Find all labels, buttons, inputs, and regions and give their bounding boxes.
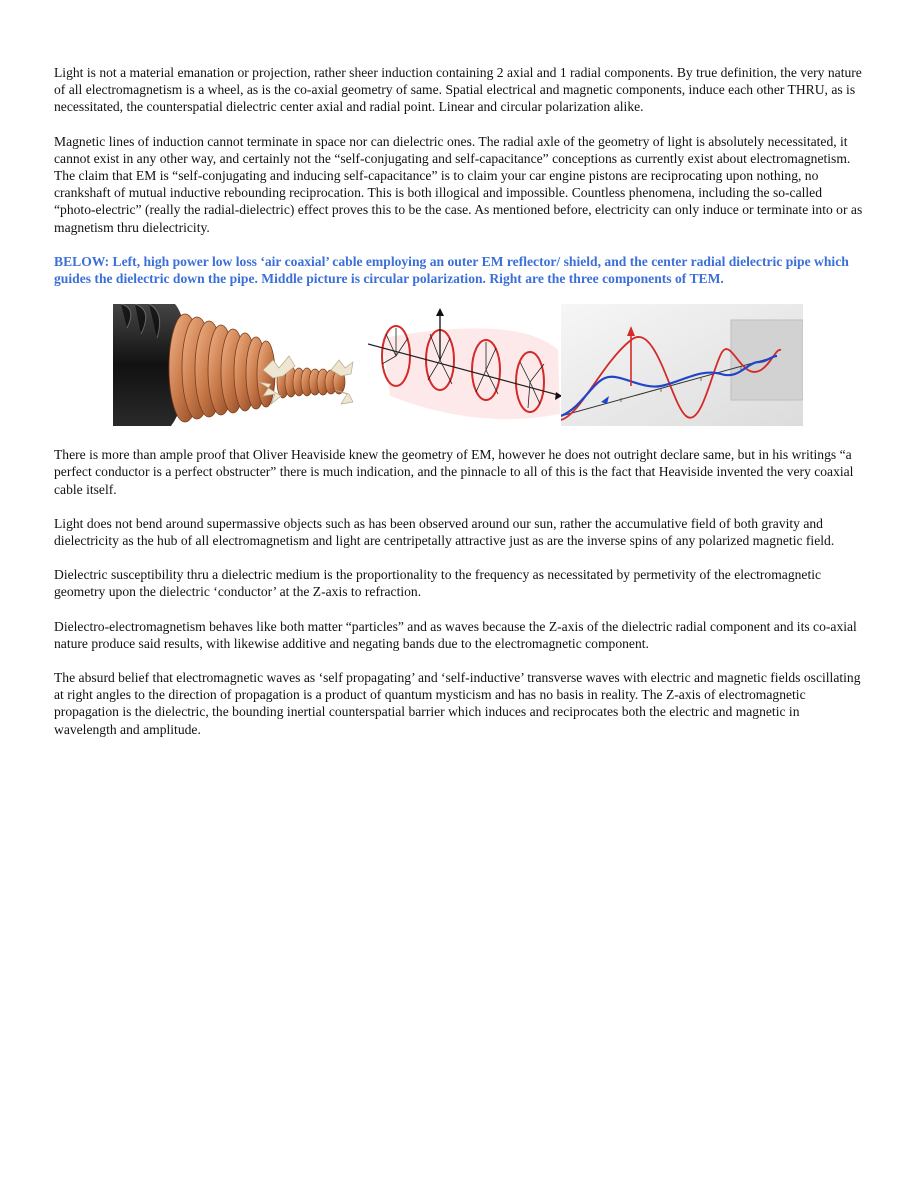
paragraph-1: Light is not a material emanation or projection, rather sheer induction containing 2 axial and 1 radial components. By true definition, the very nature of all electromagnetism is a wheel, as is the co-axial geometry of same. Spatial electrical and magnetic components, induce each other THRU, as is necessitated, the counterspatial dielectric center axial and radial point. Linear and circular polarization alike. xyxy=(54,65,862,115)
figure-strip xyxy=(54,304,864,428)
coaxial-cable-photo xyxy=(113,304,369,426)
document-page xyxy=(54,64,864,755)
paragraph-6: Dielectro-electromagnetism behaves like both matter “particles” and as waves because the Z-axis of the dielectric radial component and its co-axial nature produce said results, with likewise additive and negating bands due to the electromagnetic component. xyxy=(54,618,857,651)
paragraph-4: Light does not bend around supermassive objects such as has been observed around our sun, rather the accumulative field of both gravity and dielectricity as the hub of all electromagnetism and light are centripetally attractive just as are the inverse spins of any polarized magnetic field. xyxy=(54,515,835,549)
paragraph-5: Dielectric susceptibility thru a dielectric medium is the proportionality to the frequency as necessitated by permetivity of the electromagnetic geometry upon the dielectric ‘conductor’ at the Z-axis to refraction. xyxy=(54,567,822,600)
circular-polarization-diagram xyxy=(368,304,562,426)
figure-caption: BELOW: Left, high power low loss ‘air coaxial’ cable employing an outer EM reflector/ shield, and the center radial dielectric pipe which guides the dielectric down the pipe. Middle picture is circular polarization. Right are the three components of TEM. xyxy=(54,253,849,287)
paragraph-3: There is more than ample proof that Oliver Heaviside knew the geometry of EM, however he does not outright declare same, but in his writings “a perfect conductor is a perfect obstructer” there is much indication, and the pinnacle to all of this is the fact that Heaviside invented the very coaxial cable itself. xyxy=(54,447,854,497)
paragraph-2: Magnetic lines of induction cannot terminate in space nor can dielectric ones. The radial axle of the geometry of light is absolutely necessitated, it cannot exist in any other way, and certainly not the “self-conjugating and self-capacitance” conceptions as currently exist about electromagnetism. The claim that EM is “self-conjugating and inducing self-capacitance” is to claim your car engine pistons are reciprocating upon nothing, no crankshaft of mutual inductive rebounding reciprocation. This is both illogical and impossible. Countless phenomena, including the so-called “photo-electric” (really the radial-dielectric) effect proves this to be the case. As mentioned before, electricity can only induce or terminate into or as magnetism thru dielectricity. xyxy=(54,133,863,235)
tem-components-diagram xyxy=(561,304,803,426)
paragraph-7: The absurd belief that electromagnetic waves as ‘self propagating’ and ‘self-inductive’ transverse waves with electric and magnetic fields oscillating at right angles to the direction of propagation is a product of quantum mysticism and has no basis in reality. The Z-axis of electromagnetic propagation is the dielectric, the bounding inertial counterspatial barrier which induces and reciprocates both the electric and magnetic in wavelength and amplitude. xyxy=(54,670,861,737)
